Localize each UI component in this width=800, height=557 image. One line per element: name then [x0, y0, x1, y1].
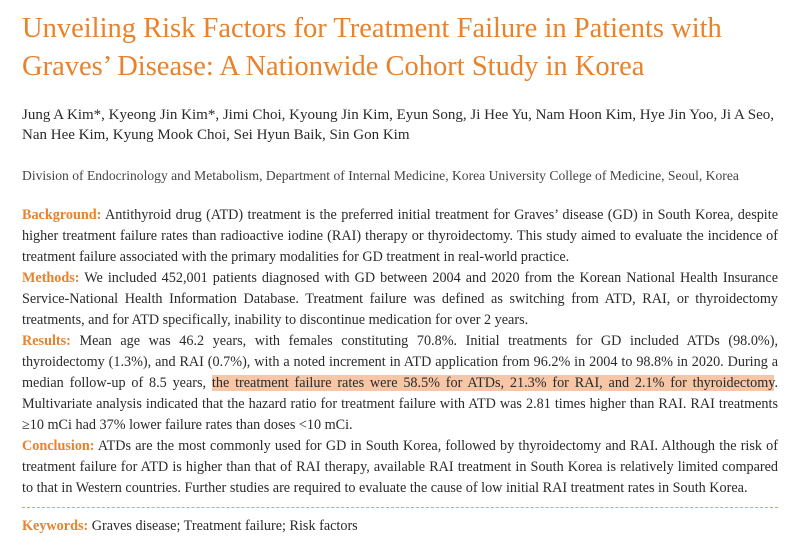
conclusion-label: Conclusion:: [22, 438, 95, 454]
results-text-end: . Multivariate analysis indicated that the hazard ratio for treatment failure with ATD was 2.81 times higher than RAI. RAI treatments ≥10 mCi had 37% lower failure rates than doses <10 mCi.: [22, 375, 778, 433]
keywords-label: Keywords:: [22, 518, 89, 534]
paper-title: Unveiling Risk Factors for Treatment Failure in Patients with Graves’ Disease: A Nationwide Cohort Study in Korea: [22, 13, 722, 82]
abstract-background: [22, 205, 778, 268]
methods-label: Methods:: [22, 270, 80, 286]
keywords: [22, 516, 778, 537]
results-label: Results:: [22, 333, 71, 349]
affiliation: Division of Endocrinology and Metabolism, Department of Internal Medicine, Korea University College of Medicine, Seoul, Korea: [22, 168, 739, 183]
abstract-methods: [22, 268, 778, 331]
background-text: Antithyroid drug (ATD) treatment is the preferred initial treatment for Graves’ disease (GD) in South Korea, despite higher treatment failure rates than radioactive iodine (RAI) therapy or thyroidectomy. This study aimed to evaluate the incidence of treatment failure associated with the primary modalities for GD treatment in real-world practice.: [22, 207, 778, 265]
abstract-conclusion: [22, 436, 778, 499]
results-text: Mean age was 46.2 years, with females constituting 70.8%. Initial treatments for GD included ATDs (98.0%), thyroidectomy (1.3%), and RAI (0.7%), with a noted increment in ATD application from 96.2% in 2004 to 98.8% in 2020. During a median follow-up of 8.5 years,: [22, 333, 778, 391]
keywords-divider: [22, 507, 778, 508]
author-list: Jung A Kim*, Kyeong Jin Kim*, Jimi Choi, Kyoung Jin Kim, Eyun Song, Ji Hee Yu, Nam Hoon Kim, Hye Jin Yoo, Ji A Seo, Nan Hee Kim, Kyung Mook Choi, Sei Hyun Baik, Sin Gon Kim: [22, 107, 774, 143]
background-label: Background:: [22, 207, 102, 223]
conclusion-text: ATDs are the most commonly used for GD in South Korea, followed by thyroidectomy and RAI. Although the risk of treatment failure for ATD is higher than that of RAI therapy, available RAI treatment in South Korea is relatively limited compared to that in Western countries. Further studies are required to evaluate the cause of low initial RAI treatment rates in South Korea.: [22, 438, 778, 496]
abstract: [22, 205, 778, 499]
results-highlight: the treatment failure rates were 58.5% for ATDs, 21.3% for RAI, and 2.1% for thyroidectomy: [211, 375, 775, 391]
abstract-results: [22, 331, 778, 436]
keywords-text: Graves disease; Treatment failure; Risk factors: [88, 518, 358, 534]
methods-text: We included 452,001 patients diagnosed with GD between 2004 and 2020 from the Korean National Health Insurance Service-National Health Information Database. Treatment failure was defined as switching from ATD, RAI, or thyroidectomy treatments, and for ATD specifically, inability to discontinue medication for over 2 years.: [22, 270, 778, 328]
